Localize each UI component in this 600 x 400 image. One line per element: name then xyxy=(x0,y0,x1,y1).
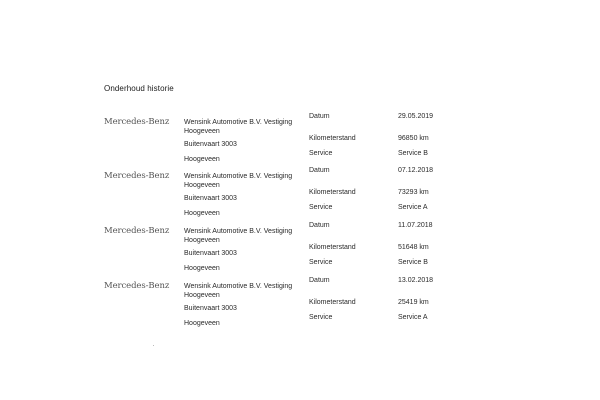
value-kilometerstand: 96850 km xyxy=(398,135,429,142)
value-datum: 13.02.2018 xyxy=(398,277,434,284)
stray-mark xyxy=(153,345,154,346)
label-service: Service xyxy=(309,259,333,266)
dealer-city: Hoogeveen xyxy=(184,265,220,272)
service-record xyxy=(0,277,600,335)
page-title: Onderhoud historie xyxy=(104,84,174,93)
dealer-name: Wensink Automotive B.V. Vestiging xyxy=(184,119,293,126)
label-datum: Datum xyxy=(309,113,330,120)
brand-name: Mercedes-Benz xyxy=(104,171,170,181)
value-datum: 07.12.2018 xyxy=(398,167,434,174)
value-datum: 11.07.2018 xyxy=(398,222,433,229)
dealer-street: Buitenvaart 3003 xyxy=(184,141,237,148)
dealer-city: Hoogeveen xyxy=(184,210,220,217)
dealer-city: Hoogeveen xyxy=(184,320,220,327)
dealer-name-location: Hoogeveen xyxy=(184,182,220,189)
value-service: Service A xyxy=(398,204,428,211)
value-kilometerstand: 51648 km xyxy=(398,244,429,251)
dealer-city: Hoogeveen xyxy=(184,156,220,163)
dealer-name: Wensink Automotive B.V. Vestiging xyxy=(184,283,293,290)
value-kilometerstand: 25419 km xyxy=(398,299,429,306)
label-datum: Datum xyxy=(309,222,330,229)
value-service: Service B xyxy=(398,259,428,266)
dealer-street: Buitenvaart 3003 xyxy=(184,250,237,257)
brand-name: Mercedes-Benz xyxy=(104,226,170,236)
value-service: Service B xyxy=(398,150,428,157)
dealer-street: Buitenvaart 3003 xyxy=(184,195,237,202)
dealer-name: Wensink Automotive B.V. Vestiging xyxy=(184,228,293,235)
dealer-name-location: Hoogeveen xyxy=(184,292,220,299)
label-service: Service xyxy=(309,150,333,157)
service-record xyxy=(0,113,600,171)
dealer-name: Wensink Automotive B.V. Vestiging xyxy=(184,173,293,180)
value-kilometerstand: 73293 km xyxy=(398,189,429,196)
label-kilometerstand: Kilometerstand xyxy=(309,189,356,196)
label-service: Service xyxy=(309,204,333,211)
label-service: Service xyxy=(309,314,333,321)
label-datum: Datum xyxy=(309,277,330,284)
service-record xyxy=(0,222,600,280)
value-datum: 29.05.2019 xyxy=(398,113,434,120)
label-kilometerstand: Kilometerstand xyxy=(309,299,356,306)
label-kilometerstand: Kilometerstand xyxy=(309,244,356,251)
label-kilometerstand: Kilometerstand xyxy=(309,135,356,142)
brand-name: Mercedes-Benz xyxy=(104,117,170,127)
dealer-name-location: Hoogeveen xyxy=(184,128,220,135)
brand-name: Mercedes-Benz xyxy=(104,281,170,291)
service-record xyxy=(0,167,600,225)
label-datum: Datum xyxy=(309,167,330,174)
dealer-street: Buitenvaart 3003 xyxy=(184,305,237,312)
dealer-name-location: Hoogeveen xyxy=(184,237,220,244)
value-service: Service A xyxy=(398,314,428,321)
